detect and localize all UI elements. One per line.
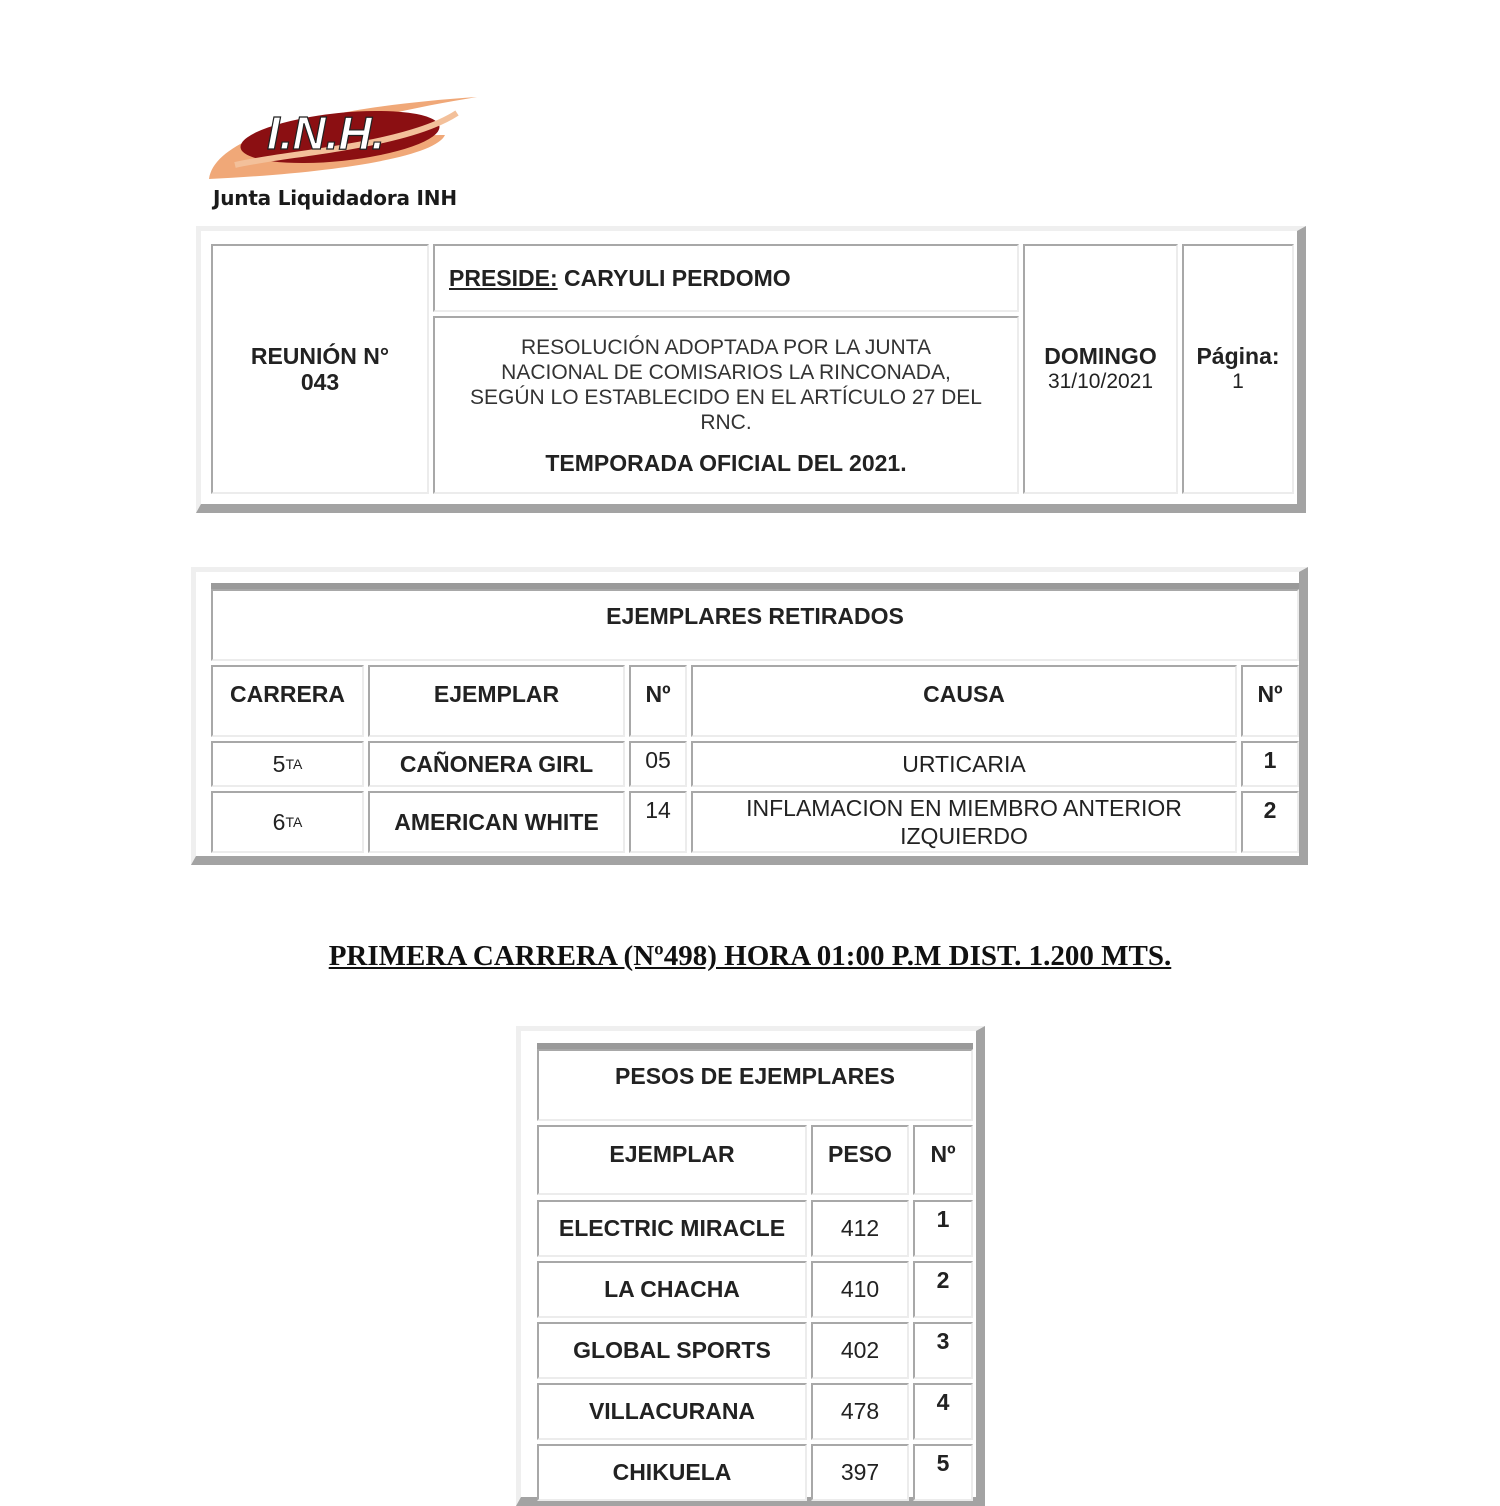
logo-lettering: I.N.H. — [267, 107, 385, 159]
weight-horse: LA CHACHA — [537, 1261, 807, 1318]
col-header-index: Nº — [913, 1125, 973, 1195]
season-label: TEMPORADA OFICIAL DEL 2021. — [545, 449, 907, 476]
weight-horse: GLOBAL SPORTS — [537, 1322, 807, 1379]
race-title: PRIMERA CARRERA (Nº498) HORA 01:00 P.M DIST. 1.200 MTS. — [328, 940, 1172, 972]
race-number: 6 — [272, 808, 286, 835]
withdrawn-horses-table — [191, 567, 1308, 865]
weight-horse: CHIKUELA — [537, 1444, 807, 1501]
cause-line: INFLAMACION EN MIEMBRO ANTERIOR — [746, 795, 1182, 821]
page-number: 1 — [1232, 370, 1244, 393]
withdrawn-horse-number: 14 — [629, 791, 687, 853]
resolution-line: NACIONAL DE COMISARIOS LA RINCONADA, — [501, 360, 951, 384]
col-header-ejemplar: EJEMPLAR — [537, 1125, 807, 1195]
withdrawn-race — [211, 791, 364, 853]
col-header-ejemplar: EJEMPLAR — [368, 665, 625, 737]
weight-index: 5 — [913, 1444, 973, 1501]
date-cell — [1023, 244, 1178, 494]
page-cell — [1182, 244, 1294, 494]
inh-logo — [205, 95, 485, 185]
col-header-causa: CAUSA — [691, 665, 1237, 737]
withdrawn-index: 2 — [1241, 791, 1299, 853]
withdrawn-horse: AMERICAN WHITE — [368, 791, 625, 853]
reunion-number: 043 — [300, 369, 340, 395]
date-value: 31/10/2021 — [1047, 370, 1154, 393]
preside-label: PRESIDE: — [449, 264, 558, 291]
weight-horse: ELECTRIC MIRACLE — [537, 1200, 807, 1257]
col-header-number: Nº — [629, 665, 687, 737]
withdrawn-race — [211, 741, 364, 787]
page-label: Página: — [1196, 343, 1280, 369]
col-header-carrera: CARRERA — [211, 665, 364, 737]
preside-name: CARYULI PERDOMO — [564, 264, 791, 291]
race-number: 5 — [272, 750, 286, 777]
weights-title: PESOS DE EJEMPLARES — [537, 1049, 973, 1121]
race-suffix: TA — [285, 814, 303, 830]
resolution-line: SEGÚN LO ESTABLECIDO EN EL ARTÍCULO 27 DEL — [470, 385, 982, 409]
weight-value: 410 — [811, 1261, 909, 1318]
cause-line: IZQUIERDO — [900, 823, 1028, 849]
withdrawn-index: 1 — [1241, 741, 1299, 787]
preside-cell — [433, 244, 1019, 312]
weight-value: 412 — [811, 1200, 909, 1257]
weight-index: 3 — [913, 1322, 973, 1379]
reunion-label: REUNIÓN N° — [250, 343, 390, 369]
resolution-line: RNC. — [700, 410, 752, 434]
weight-value: 397 — [811, 1444, 909, 1501]
withdrawn-cause: URTICARIA — [691, 741, 1237, 787]
horse-weights-table — [516, 1026, 985, 1506]
reunion-cell — [211, 244, 429, 494]
meeting-header-table — [196, 226, 1306, 513]
weight-index: 2 — [913, 1261, 973, 1318]
inh-logo-graphic — [205, 95, 485, 185]
weight-index: 1 — [913, 1200, 973, 1257]
col-header-peso: PESO — [811, 1125, 909, 1195]
withdrawn-cause — [691, 791, 1237, 853]
weight-value: 478 — [811, 1383, 909, 1440]
logo-caption: Junta Liquidadora INH — [213, 186, 457, 210]
withdrawn-horse: CAÑONERA GIRL — [368, 741, 625, 787]
col-header-index: Nº — [1241, 665, 1299, 737]
weight-index: 4 — [913, 1383, 973, 1440]
weight-value: 402 — [811, 1322, 909, 1379]
withdrawn-title: EJEMPLARES RETIRADOS — [211, 589, 1299, 661]
resolution-cell — [433, 316, 1019, 494]
withdrawn-horse-number: 05 — [629, 741, 687, 787]
weight-horse: VILLACURANA — [537, 1383, 807, 1440]
day-label: DOMINGO — [1044, 343, 1157, 369]
resolution-line: RESOLUCIÓN ADOPTADA POR LA JUNTA — [521, 335, 931, 359]
race-suffix: TA — [285, 756, 303, 772]
